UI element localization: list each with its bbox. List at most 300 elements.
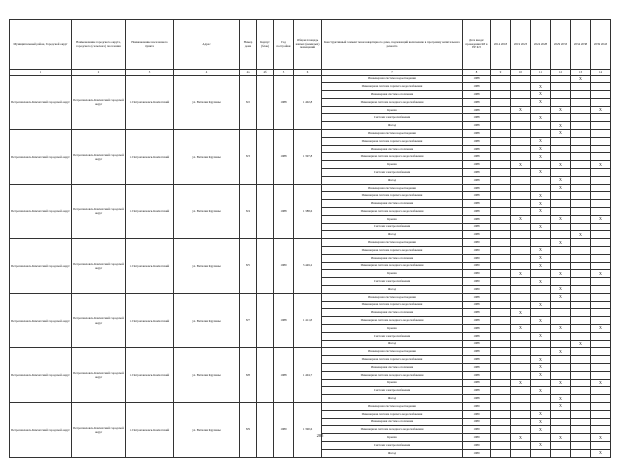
structural-element-cell: Система электроснабжения: [322, 169, 463, 177]
period-mark-cell: [551, 153, 571, 161]
period-mark-cell: [591, 410, 611, 418]
period-mark-cell: [591, 395, 611, 403]
period-mark-cell: X: [511, 325, 531, 333]
structural-element-cell: Инженерная система отопления: [322, 363, 463, 371]
build-year-cell: 1988: [274, 348, 294, 403]
period-mark-cell: [571, 418, 591, 426]
period-mark-cell: [571, 208, 591, 216]
column-number: 11: [531, 70, 551, 76]
period-mark-cell: [511, 387, 531, 395]
structural-element-cell: Инженерная система отопления: [322, 145, 463, 153]
period-mark-cell: X: [531, 278, 551, 286]
settlement-cell: Петропавловск-Камчатский городской округ: [72, 348, 126, 403]
building-group: [10, 184, 611, 239]
period-mark-cell: [571, 441, 591, 449]
building-group: [10, 348, 611, 403]
street-cell: ул. Виталия Кручины: [174, 130, 240, 185]
period-mark-cell: [591, 153, 611, 161]
locality-cell: г. Петропавловск-Камчатский: [126, 239, 174, 294]
period-mark-cell: [531, 348, 551, 356]
period-mark-cell: X: [531, 410, 551, 418]
commission-date-cell: 1988: [463, 231, 491, 239]
commission-date-cell: 1988: [463, 98, 491, 106]
period-mark-cell: X: [531, 254, 551, 262]
period-mark-cell: [491, 301, 511, 309]
period-mark-cell: [551, 449, 571, 457]
house-number-cell: 8/7: [240, 293, 257, 348]
period-mark-cell: X: [531, 418, 551, 426]
period-mark-cell: [571, 247, 591, 255]
period-mark-cell: X: [511, 309, 531, 317]
period-mark-cell: [491, 122, 511, 130]
period-mark-cell: X: [531, 223, 551, 231]
period-mark-cell: [531, 184, 551, 192]
period-mark-cell: [551, 254, 571, 262]
period-mark-cell: X: [531, 98, 551, 106]
structural-element-cell: Инженерная система холодного водоснабжения: [322, 208, 463, 216]
street-cell: ул. Виталия Кручины: [174, 293, 240, 348]
structural-element-cell: Фасад: [322, 449, 463, 457]
structural-element-cell: Инженерная система горячего водоснабжения: [322, 83, 463, 91]
period-mark-cell: [591, 402, 611, 410]
period-mark-cell: X: [551, 122, 571, 130]
area-cell: 1 402,8: [294, 75, 322, 130]
structural-element-cell: Инженерная система водоотведения: [322, 348, 463, 356]
period-mark-cell: [491, 114, 511, 122]
period-mark-cell: [551, 340, 571, 348]
period-mark-cell: [591, 169, 611, 177]
period-mark-cell: X: [531, 83, 551, 91]
period-mark-cell: [591, 293, 611, 301]
commission-date-cell: 1988: [463, 363, 491, 371]
period-mark-cell: [531, 325, 551, 333]
period-mark-cell: X: [531, 91, 551, 99]
period-mark-cell: [531, 449, 551, 457]
period-mark-cell: [591, 231, 611, 239]
period-mark-cell: [571, 215, 591, 223]
locality-cell: г. Петропавловск-Камчатский: [126, 75, 174, 130]
period-mark-cell: [591, 75, 611, 83]
structural-element-cell: Система электроснабжения: [322, 387, 463, 395]
period-mark-cell: [551, 418, 571, 426]
period-mark-cell: [591, 200, 611, 208]
period-mark-cell: [591, 192, 611, 200]
house-number-cell: 8/2: [240, 75, 257, 130]
period-mark-cell: [591, 332, 611, 340]
header-period: 2024 2028: [531, 20, 551, 70]
period-mark-cell: [491, 98, 511, 106]
commission-date-cell: 1988: [463, 200, 491, 208]
period-mark-cell: X: [551, 239, 571, 247]
table-row: [10, 293, 611, 301]
header-area: Общая площадь жилых (нежилых) помещений: [294, 20, 322, 70]
area-cell: 1 397,8: [294, 130, 322, 185]
period-mark-cell: [491, 262, 511, 270]
structural-element-cell: Система электроснабжения: [322, 114, 463, 122]
period-mark-cell: [491, 91, 511, 99]
commission-date-cell: 1988: [463, 387, 491, 395]
period-mark-cell: [591, 356, 611, 364]
period-mark-cell: [531, 106, 551, 114]
structural-element-cell: Инженерная система отопления: [322, 309, 463, 317]
structural-element-cell: Фасад: [322, 286, 463, 294]
period-mark-cell: [491, 247, 511, 255]
column-number: 5: [274, 70, 294, 76]
building-group: [10, 293, 611, 348]
column-number: 7: [322, 70, 463, 76]
commission-date-cell: 1989: [463, 262, 491, 270]
period-mark-cell: [571, 356, 591, 364]
period-mark-cell: X: [591, 161, 611, 169]
period-mark-cell: [491, 176, 511, 184]
structural-element-cell: Инженерная система холодного водоснабжения: [322, 98, 463, 106]
period-mark-cell: [491, 356, 511, 364]
commission-date-cell: 1989: [463, 434, 491, 442]
period-mark-cell: [531, 122, 551, 130]
period-mark-cell: [571, 137, 591, 145]
build-year-cell: 1988: [274, 75, 294, 130]
period-mark-cell: [551, 200, 571, 208]
area-cell: 3 449,2: [294, 239, 322, 294]
commission-date-cell: 1988: [463, 114, 491, 122]
header-period: 2019 2023: [511, 20, 531, 70]
period-mark-cell: [511, 231, 531, 239]
period-mark-cell: [571, 348, 591, 356]
period-mark-cell: X: [531, 200, 551, 208]
period-mark-cell: [571, 387, 591, 395]
period-mark-cell: X: [531, 356, 551, 364]
table-header: [10, 20, 611, 70]
structural-element-cell: Фасад: [322, 395, 463, 403]
commission-date-cell: 1989: [463, 286, 491, 294]
period-mark-cell: [551, 75, 571, 83]
period-mark-cell: [511, 239, 531, 247]
house-number-cell: 8/3: [240, 130, 257, 185]
period-mark-cell: [491, 223, 511, 231]
header-address: Адрес: [174, 20, 240, 70]
period-mark-cell: [551, 192, 571, 200]
period-mark-cell: [531, 130, 551, 138]
build-year-cell: 1988: [274, 293, 294, 348]
period-mark-cell: X: [591, 270, 611, 278]
house-number-cell: 8/9: [240, 402, 257, 457]
period-mark-cell: X: [551, 270, 571, 278]
commission-date-cell: 1989: [463, 449, 491, 457]
period-mark-cell: X: [551, 395, 571, 403]
block-cell: [257, 75, 274, 130]
block-cell: [257, 239, 274, 294]
table-row: [10, 130, 611, 138]
period-mark-cell: X: [551, 293, 571, 301]
period-mark-cell: [531, 215, 551, 223]
table-row: [10, 75, 611, 83]
period-mark-cell: [511, 192, 531, 200]
period-mark-cell: [491, 371, 511, 379]
period-mark-cell: X: [531, 317, 551, 325]
period-mark-cell: [511, 301, 531, 309]
period-mark-cell: [511, 223, 531, 231]
period-mark-cell: [531, 395, 551, 403]
period-mark-cell: X: [531, 332, 551, 340]
period-mark-cell: X: [531, 169, 551, 177]
period-mark-cell: [591, 184, 611, 192]
settlement-cell: Петропавловск-Камчатский городской округ: [72, 75, 126, 130]
commission-date-cell: 1989: [463, 410, 491, 418]
structural-element-cell: Инженерная система водоотведения: [322, 184, 463, 192]
commission-date-cell: 1988: [463, 293, 491, 301]
period-mark-cell: [591, 122, 611, 130]
structural-element-cell: Инженерная система горячего водоснабжения: [322, 410, 463, 418]
period-mark-cell: [571, 395, 591, 403]
column-number: 3: [126, 70, 174, 76]
building-group: [10, 402, 611, 457]
period-mark-cell: [491, 317, 511, 325]
structural-element-cell: Фасад: [322, 122, 463, 130]
column-number: 2: [72, 70, 126, 76]
period-mark-cell: [491, 418, 511, 426]
column-number: 8: [463, 70, 491, 76]
commission-date-cell: 1989: [463, 418, 491, 426]
structural-element-cell: Система электроснабжения: [322, 441, 463, 449]
period-mark-cell: [491, 215, 511, 223]
period-mark-cell: [511, 449, 531, 457]
period-mark-cell: [591, 239, 611, 247]
period-mark-cell: X: [591, 215, 611, 223]
period-mark-cell: [511, 137, 531, 145]
repair-program-table: [9, 19, 611, 458]
header-period: 2014 2018: [491, 20, 511, 70]
period-mark-cell: [551, 371, 571, 379]
period-mark-cell: [491, 270, 511, 278]
period-mark-cell: [551, 83, 571, 91]
commission-date-cell: 1989: [463, 254, 491, 262]
period-mark-cell: X: [591, 434, 611, 442]
period-mark-cell: [571, 83, 591, 91]
period-mark-cell: [571, 449, 591, 457]
period-mark-cell: X: [531, 441, 551, 449]
structural-element-cell: Инженерная система горячего водоснабжения: [322, 301, 463, 309]
column-number: 14: [591, 70, 611, 76]
period-mark-cell: X: [531, 301, 551, 309]
period-mark-cell: [511, 402, 531, 410]
settlement-cell: Петропавловск-Камчатский городской округ: [72, 402, 126, 457]
period-mark-cell: [551, 387, 571, 395]
period-mark-cell: [491, 286, 511, 294]
period-mark-cell: [551, 262, 571, 270]
structural-element-cell: Инженерная система горячего водоснабжения: [322, 247, 463, 255]
commission-date-cell: 1988: [463, 75, 491, 83]
commission-date-cell: 1988: [463, 332, 491, 340]
column-number: 13: [571, 70, 591, 76]
period-mark-cell: [511, 356, 531, 364]
structural-element-cell: Крыша: [322, 379, 463, 387]
column-number: 4а: [240, 70, 257, 76]
commission-date-cell: 1988: [463, 317, 491, 325]
period-mark-cell: [591, 278, 611, 286]
structural-element-cell: Инженерная система холодного водоснабжения: [322, 317, 463, 325]
commission-date-cell: 1988: [463, 145, 491, 153]
period-mark-cell: [511, 169, 531, 177]
period-mark-cell: X: [511, 161, 531, 169]
commission-date-cell: 1988: [463, 356, 491, 364]
structural-element-cell: Инженерная система холодного водоснабжения: [322, 371, 463, 379]
period-mark-cell: [531, 176, 551, 184]
period-mark-cell: [551, 137, 571, 145]
period-mark-cell: [571, 239, 591, 247]
period-mark-cell: [551, 169, 571, 177]
period-mark-cell: X: [511, 106, 531, 114]
period-mark-cell: [571, 176, 591, 184]
period-mark-cell: X: [571, 340, 591, 348]
period-mark-cell: [491, 145, 511, 153]
structural-element-cell: Инженерная система холодного водоснабжения: [322, 262, 463, 270]
area-cell: 1 390,6: [294, 402, 322, 457]
structural-element-cell: Крыша: [322, 325, 463, 333]
period-mark-cell: [491, 309, 511, 317]
period-mark-cell: X: [531, 114, 551, 122]
structural-element-cell: Инженерная система водоотведения: [322, 239, 463, 247]
period-mark-cell: [571, 145, 591, 153]
period-mark-cell: [491, 161, 511, 169]
period-mark-cell: [511, 247, 531, 255]
commission-date-cell: 1988: [463, 83, 491, 91]
structural-element-cell: Система электроснабжения: [322, 223, 463, 231]
area-cell: 1 411,8: [294, 293, 322, 348]
period-mark-cell: X: [591, 106, 611, 114]
period-mark-cell: [591, 387, 611, 395]
area-cell: 1 388,6: [294, 184, 322, 239]
locality-cell: г. Петропавловск-Камчатский: [126, 293, 174, 348]
structural-element-cell: Крыша: [322, 106, 463, 114]
period-mark-cell: [511, 130, 531, 138]
commission-date-cell: 1988: [463, 130, 491, 138]
period-mark-cell: [591, 91, 611, 99]
column-number: 4б: [257, 70, 274, 76]
street-cell: ул. Виталия Кручины: [174, 239, 240, 294]
period-mark-cell: [571, 153, 591, 161]
period-mark-cell: [571, 91, 591, 99]
period-mark-cell: [591, 223, 611, 231]
period-mark-cell: [591, 371, 611, 379]
structural-element-cell: Система электроснабжения: [322, 278, 463, 286]
period-mark-cell: [511, 153, 531, 161]
period-mark-cell: [551, 332, 571, 340]
period-mark-cell: [591, 262, 611, 270]
period-mark-cell: [491, 153, 511, 161]
period-mark-cell: [511, 83, 531, 91]
structural-element-cell: Инженерная система отопления: [322, 418, 463, 426]
house-number-cell: 8/5: [240, 239, 257, 294]
period-mark-cell: X: [551, 379, 571, 387]
period-mark-cell: [511, 317, 531, 325]
table-row: [10, 348, 611, 356]
column-number: 12: [551, 70, 571, 76]
period-mark-cell: [491, 231, 511, 239]
period-mark-cell: [531, 161, 551, 169]
period-mark-cell: [491, 387, 511, 395]
district-cell: Петропавловск-Камчатский городской округ: [10, 130, 72, 185]
period-mark-cell: [491, 441, 511, 449]
period-mark-cell: [571, 410, 591, 418]
period-mark-cell: [491, 402, 511, 410]
commission-date-cell: 1989: [463, 441, 491, 449]
period-mark-cell: X: [511, 215, 531, 223]
period-mark-cell: [491, 130, 511, 138]
period-mark-cell: [591, 254, 611, 262]
settlement-cell: Петропавловск-Камчатский городской округ: [72, 293, 126, 348]
column-number: 6: [294, 70, 322, 76]
period-mark-cell: [571, 286, 591, 294]
period-mark-cell: [511, 278, 531, 286]
period-mark-cell: [511, 98, 531, 106]
structural-element-cell: Инженерная система горячего водоснабжения: [322, 192, 463, 200]
header-period: 2034 2038: [571, 20, 591, 70]
district-cell: Петропавловск-Камчатский городской округ: [10, 402, 72, 457]
period-mark-cell: X: [571, 75, 591, 83]
commission-date-cell: 1989: [463, 270, 491, 278]
structural-element-cell: Фасад: [322, 340, 463, 348]
structural-element-cell: Инженерная система водоотведения: [322, 75, 463, 83]
period-mark-cell: X: [511, 379, 531, 387]
period-mark-cell: [571, 325, 591, 333]
period-mark-cell: [571, 278, 591, 286]
build-year-cell: 1988: [274, 130, 294, 185]
commission-date-cell: 1988: [463, 301, 491, 309]
period-mark-cell: [571, 192, 591, 200]
header-period: 2039 2043: [591, 20, 611, 70]
period-mark-cell: [511, 363, 531, 371]
period-mark-cell: [551, 114, 571, 122]
commission-date-cell: 1988: [463, 184, 491, 192]
commission-date-cell: 1988: [463, 91, 491, 99]
commission-date-cell: 1988: [463, 169, 491, 177]
period-mark-cell: [491, 254, 511, 262]
period-mark-cell: [551, 98, 571, 106]
district-cell: Петропавловск-Камчатский городской округ: [10, 75, 72, 130]
column-number: 9: [491, 70, 511, 76]
period-mark-cell: [551, 301, 571, 309]
period-mark-cell: [571, 262, 591, 270]
period-mark-cell: [511, 262, 531, 270]
period-mark-cell: [591, 145, 611, 153]
structural-element-cell: Крыша: [322, 270, 463, 278]
period-mark-cell: [571, 98, 591, 106]
period-mark-cell: [511, 184, 531, 192]
period-mark-cell: X: [591, 325, 611, 333]
block-cell: [257, 130, 274, 185]
period-mark-cell: [591, 348, 611, 356]
period-mark-cell: [511, 254, 531, 262]
period-mark-cell: [551, 356, 571, 364]
period-mark-cell: [591, 317, 611, 325]
structural-element-cell: Фасад: [322, 231, 463, 239]
commission-date-cell: 1988: [463, 223, 491, 231]
period-mark-cell: [491, 184, 511, 192]
commission-date-cell: 1988: [463, 161, 491, 169]
build-year-cell: 1989: [274, 239, 294, 294]
period-mark-cell: X: [591, 449, 611, 457]
period-mark-cell: X: [551, 434, 571, 442]
period-mark-cell: [551, 247, 571, 255]
period-mark-cell: [591, 441, 611, 449]
commission-date-cell: 1988: [463, 309, 491, 317]
period-mark-cell: [551, 208, 571, 216]
period-mark-cell: [571, 332, 591, 340]
street-cell: ул. Виталия Кручины: [174, 184, 240, 239]
period-mark-cell: [551, 441, 571, 449]
period-mark-cell: [571, 122, 591, 130]
period-mark-cell: [571, 200, 591, 208]
